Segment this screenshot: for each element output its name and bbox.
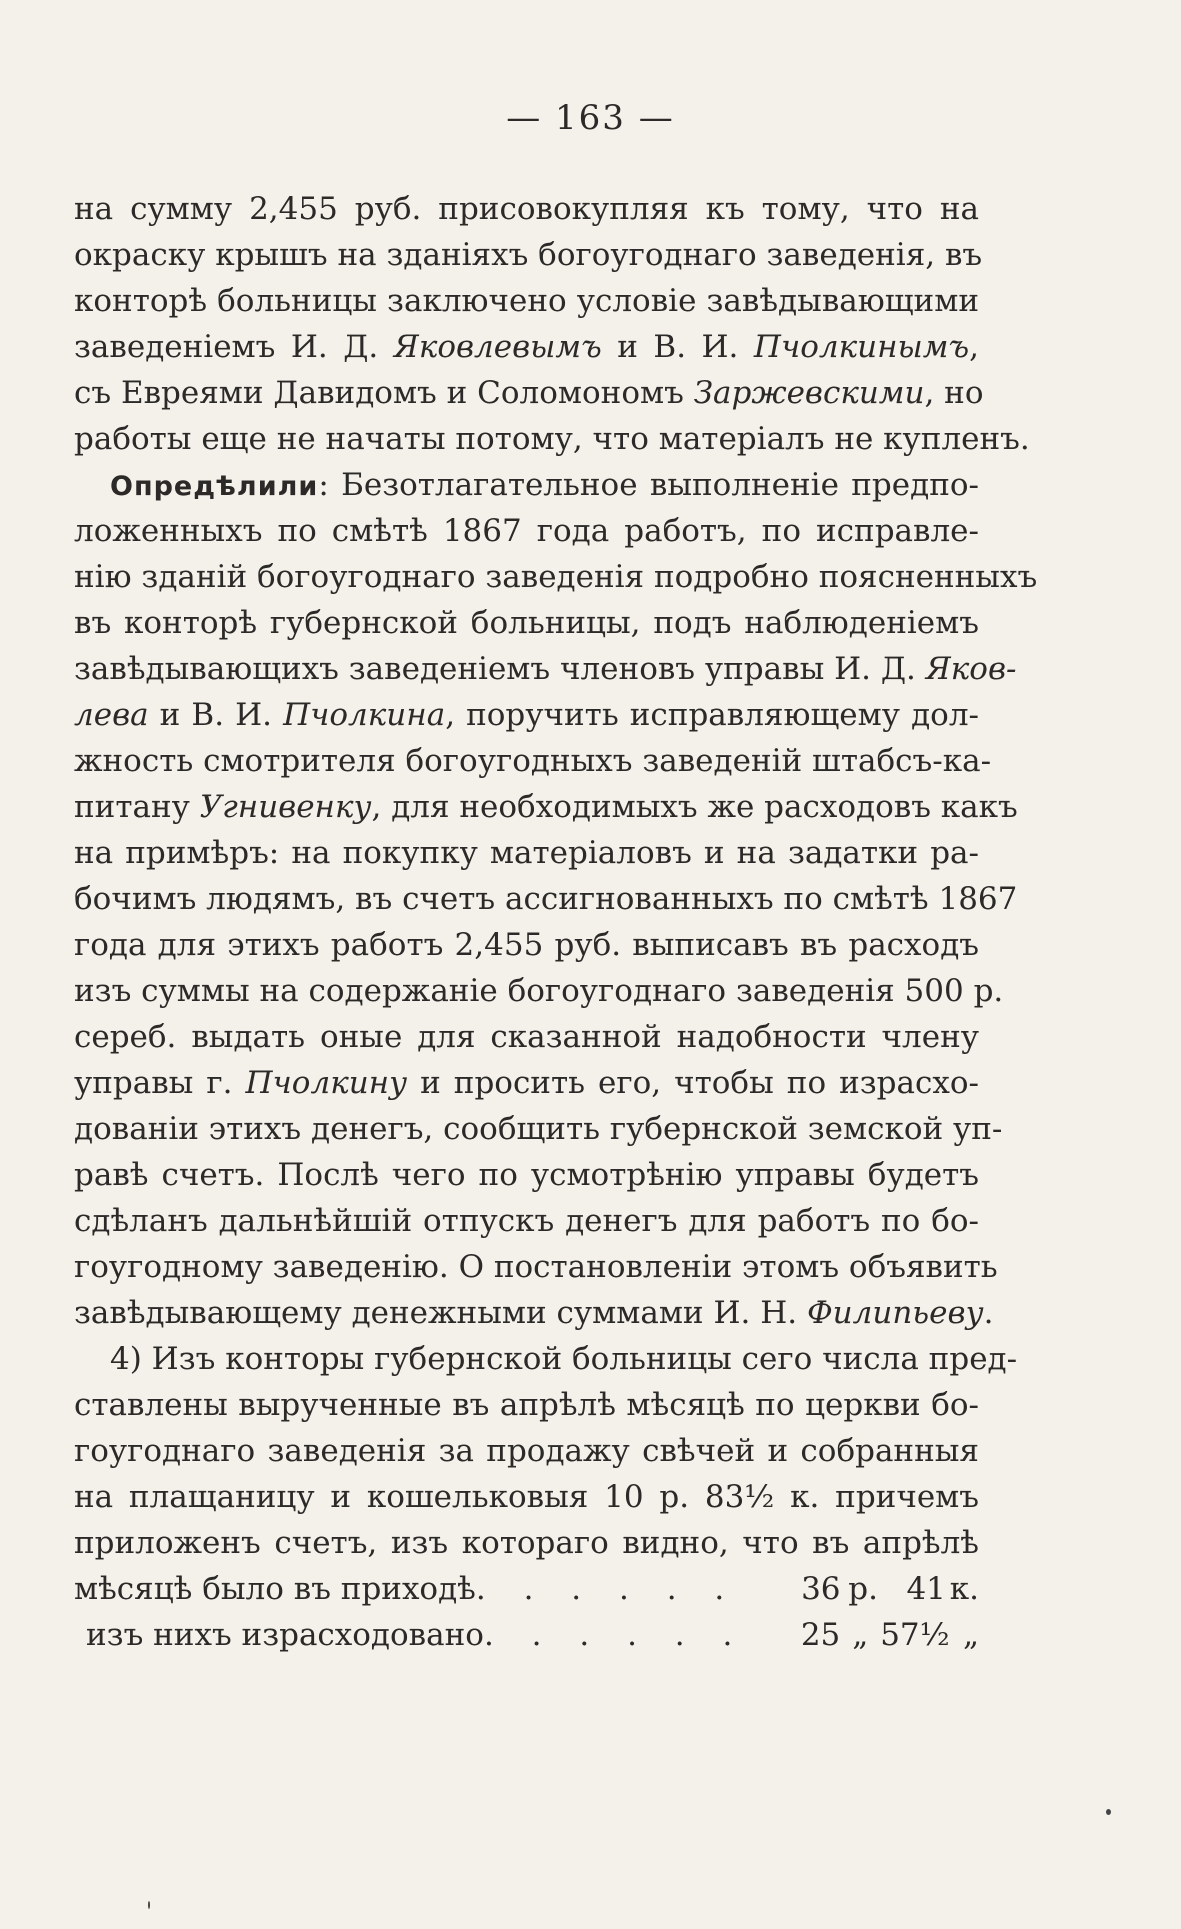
text-line <box>74 784 1018 830</box>
text-line <box>74 1382 979 1428</box>
text-segment: нiю зданiй богоугоднаго заведенiя подробно поясненныхъ <box>74 559 1038 595</box>
text-line <box>74 416 1030 462</box>
text-segment: приложенъ счетъ, изъ котораго видно, что въ апрѣлѣ <box>74 1525 979 1561</box>
text-line <box>74 508 979 554</box>
text-segment: съ Евреями Давидомъ и Соломономъ <box>74 375 694 411</box>
text-line <box>74 646 1017 692</box>
text-segment: бочимъ людямъ, въ счетъ ассигнованныхъ по смѣтѣ 1867 <box>74 881 1018 917</box>
italic-name: лева <box>74 697 149 733</box>
text-line <box>74 1474 979 1520</box>
ledger-leader-dots: . . . . . . <box>475 1571 739 1607</box>
text-segment: ставлены вырученные въ апрѣлѣ мѣсяцѣ по церкви бо- <box>74 1387 979 1423</box>
ledger-kopecks: 57½ <box>880 1617 950 1653</box>
ledger-rubles-unit: р. <box>848 1571 878 1607</box>
text-segment: и просить его, чтобы по израсхо- <box>407 1065 979 1101</box>
italic-name: Заржевскими <box>693 375 925 411</box>
text-segment: изъ суммы на содержанiе богоугоднаго заведенiя 500 р. <box>74 973 1004 1009</box>
ledger-rubles: 25 <box>800 1617 841 1653</box>
italic-name: Филипьеву <box>806 1295 984 1331</box>
text-segment: сереб. выдать оные для сказанной надобности члену <box>74 1019 979 1055</box>
text-segment: , поручить исправляющему дол- <box>445 697 979 733</box>
text-line <box>74 1336 1018 1382</box>
text-segment: жность смотрителя богоугодныхъ заведенiй штабсъ-ка- <box>74 743 992 779</box>
italic-name: Пчолкинымъ <box>753 329 970 365</box>
text-segment: въ конторѣ губернской больницы, подъ наблюденiемъ <box>74 605 979 641</box>
text-segment: управы г. <box>74 1065 246 1101</box>
ledger-kopecks: 41 <box>906 1571 946 1607</box>
text-segment: на сумму 2,455 руб. присовокупляя къ тому, что на <box>74 191 979 227</box>
body-text <box>74 186 1038 1658</box>
text-line <box>74 738 992 784</box>
text-line <box>74 232 983 278</box>
ledger-rubles: 36 <box>801 1571 841 1607</box>
text-segment: ложенныхъ по смѣтѣ 1867 года работъ, по исправле- <box>74 513 979 549</box>
text-line <box>74 1014 979 1060</box>
italic-name: Яковлевымъ <box>393 329 602 365</box>
text-segment: питану <box>74 789 200 825</box>
ledger-kopecks-unit: „ <box>962 1617 979 1653</box>
text-line <box>74 1520 979 1566</box>
text-segment: заведенiемъ И. Д. <box>74 329 394 365</box>
text-segment: равѣ счетъ. Послѣ чего по усмотрѣнiю управы будетъ <box>74 1157 979 1193</box>
ledger-kopecks-unit: к. <box>949 1571 979 1607</box>
text-line <box>74 1060 979 1106</box>
text-segment: , для необходимыхъ же расходовъ какъ <box>371 789 1018 825</box>
text-line <box>74 968 1004 1014</box>
text-line <box>74 324 979 370</box>
text-line <box>74 876 1018 922</box>
text-segment: и В. И. <box>601 329 754 365</box>
ink-speck <box>1106 1809 1111 1815</box>
text-line <box>74 1198 979 1244</box>
text-segment: 4) Изъ конторы губернской больницы сего числа пред- <box>110 1341 1018 1377</box>
italic-name: Пчолкина <box>283 697 446 733</box>
italic-name: Яков- <box>925 651 1017 687</box>
text-line <box>74 600 979 646</box>
ledger-rubles-unit: „ <box>852 1617 869 1653</box>
text-line <box>74 692 979 738</box>
text-segment: завѣдывающихъ заведенiемъ членовъ управы И. Д. <box>74 651 926 687</box>
text-segment: дованiи этихъ денегъ, сообщить губернской земской уп- <box>74 1111 1003 1147</box>
text-line <box>74 186 979 232</box>
page-number: — 163 — <box>506 98 675 138</box>
ledger-leader-dots: . . . . . . <box>483 1617 747 1653</box>
ledger-label: изъ нихъ израсходовано <box>86 1617 484 1653</box>
text-line <box>74 278 979 324</box>
text-segment: конторѣ больницы заключено условiе завѣдывающими <box>74 283 979 319</box>
text-line <box>74 1106 1003 1152</box>
italic-name: Пчолкину <box>245 1065 408 1101</box>
text-segment: и В. И. <box>148 697 284 733</box>
text-segment: гоугоднаго заведенiя за продажу свѣчей и собранныя <box>74 1433 979 1469</box>
text-segment: на плащаницу и кошельковыя 10 р. 83½ к. причемъ <box>74 1479 979 1515</box>
ink-speck <box>148 1901 150 1909</box>
text-line <box>74 462 979 508</box>
text-segment: на примѣръ: на покупку матерiаловъ и на задатки ра- <box>74 835 979 871</box>
text-segment: гоугодному заведенiю. О постановленiи этомъ объявить <box>74 1249 998 1285</box>
spaced-heading: Опредѣлили <box>110 471 319 502</box>
text-segment: работы еще не начаты потому, что матерiалъ не купленъ. <box>74 421 1030 457</box>
text-segment: : Безотлагательное выполненiе предпо- <box>318 467 979 503</box>
italic-name: Угнивенку <box>199 789 372 825</box>
text-line <box>74 1152 979 1198</box>
text-line <box>74 1290 994 1336</box>
text-line <box>74 922 979 968</box>
ledger-row <box>74 1612 979 1658</box>
text-line <box>74 1428 979 1474</box>
ledger-label: мѣсяцѣ было въ приходѣ <box>74 1571 476 1607</box>
text-segment: сдѣланъ дальнѣйшiй отпускъ денегъ для работъ по бо- <box>74 1203 979 1239</box>
text-segment: , <box>969 329 979 365</box>
text-segment: года для этихъ работъ 2,455 руб. выписавъ въ расходъ <box>74 927 979 963</box>
ledger-row <box>74 1566 979 1612</box>
text-segment: . <box>983 1295 994 1331</box>
text-segment: завѣдывающему денежными суммами И. Н. <box>74 1295 807 1331</box>
text-segment: , но <box>924 375 984 411</box>
text-segment: окраску крышъ на зданiяхъ богоугоднаго заведенiя, въ <box>74 237 983 273</box>
text-line <box>74 1244 998 1290</box>
text-line <box>74 830 979 876</box>
text-line <box>74 370 984 416</box>
text-line <box>74 554 1038 600</box>
